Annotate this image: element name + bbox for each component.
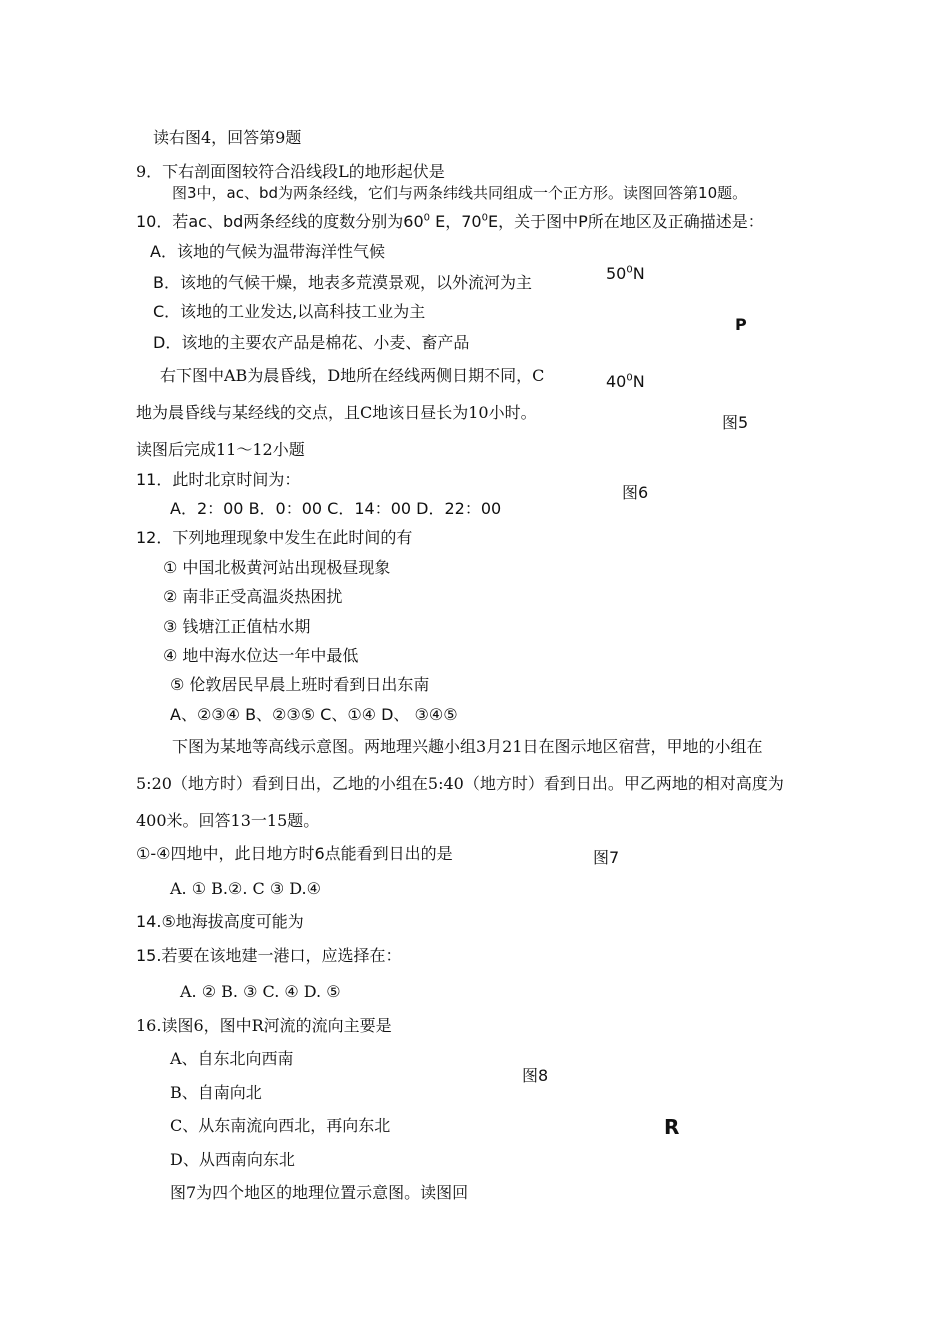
question-14: 14.⑤地海拔高度可能为 <box>136 912 304 931</box>
text-line: 400米。回答13一15题。 <box>136 811 320 830</box>
question-13: ①-④四地中，此日地方时6点能看到日出的是 <box>136 844 453 863</box>
option-b: B、自南向北 <box>170 1083 262 1102</box>
list-item: ② 南非正受高温炎热困扰 <box>163 587 343 606</box>
figure-caption-7: 图7 <box>593 848 620 867</box>
option-a: A．该地的气候为温带海洋性气候 <box>150 242 385 261</box>
latitude-label-50: $50^0N$ <box>606 264 645 283</box>
question-10: 10．若ac、bd两条经线的度数分别为$60^0$ E，$70^0E$，关于图中P所在地区及正确描述是： <box>136 212 764 231</box>
list-item: ① 中国北极黄河站出现极昼现象 <box>163 558 391 577</box>
point-p-label: P <box>735 315 747 334</box>
question-13-options: A. ① B.②. C ③ D.④ <box>170 879 321 898</box>
list-item: ⑤ 伦敦居民早晨上班时看到日出东南 <box>170 675 430 694</box>
option-d: D．该地的主要农产品是棉花、小麦、畜产品 <box>153 333 470 352</box>
text-line: 图7为四个地区的地理位置示意图。读图回 <box>170 1183 469 1202</box>
option-a: A、自东北向西南 <box>170 1049 294 1068</box>
question-15-options: A. ② B. ③ C. ④ D. ⑤ <box>180 982 341 1001</box>
option-d: D、从西南向东北 <box>170 1150 295 1169</box>
text-line: 5:20（地方时）看到日出，乙地的小组在5:40（地方时）看到日出。甲乙两地的相对高度为 <box>136 774 784 793</box>
list-item: ③ 钱塘江正值枯水期 <box>163 617 311 636</box>
option-c: C、从东南流向西北，再向东北 <box>170 1116 391 1135</box>
text-line: 读右图4，回答第9题 <box>153 128 302 147</box>
question-9: 9．下右剖面图较符合沿线段L的地形起伏是 <box>136 162 445 181</box>
figure-caption-8: 图8 <box>522 1066 549 1085</box>
question-12-options: A、②③④ B、②③⑤ C、①④ D、 ③④⑤ <box>170 705 458 724</box>
figure-caption-6: 图6 <box>622 483 649 502</box>
text-line: 图3中，ac、bd为两条经线，它们与两条纬线共同组成一个正方形。读图回答第10题。 <box>172 184 748 202</box>
latitude-label-40: $40^0N$ <box>606 372 645 391</box>
text-line: 右下图中AB为晨昏线，D地所在经线两侧日期不同，C <box>160 366 545 385</box>
option-c: C．该地的工业发达,以高科技工业为主 <box>153 302 426 321</box>
question-16: 16.读图6，图中R河流的流向主要是 <box>136 1016 392 1035</box>
question-11: 11．此时北京时间为： <box>136 470 301 489</box>
question-11-options: A．2：00 B．0：00 C．14：00 D．22：00 <box>170 499 502 518</box>
text-line: 下图为某地等高线示意图。两地理兴趣小组3月21日在图示地区宿营，甲地的小组在 <box>172 737 763 756</box>
list-item: ④ 地中海水位达一年中最低 <box>163 646 359 665</box>
text-line: 读图后完成11～12小题 <box>136 440 305 459</box>
question-12: 12．下列地理现象中发生在此时间的有 <box>136 528 413 547</box>
text-line: 地为晨昏线与某经线的交点，且C地该日昼长为10小时。 <box>136 403 537 422</box>
question-15: 15.若要在该地建一港口，应选择在： <box>136 946 402 965</box>
option-b: B．该地的气候干燥，地表多荒漠景观，以外流河为主 <box>153 273 532 292</box>
river-r-label: R <box>664 1115 680 1139</box>
figure-caption-5: 图5 <box>722 413 749 432</box>
